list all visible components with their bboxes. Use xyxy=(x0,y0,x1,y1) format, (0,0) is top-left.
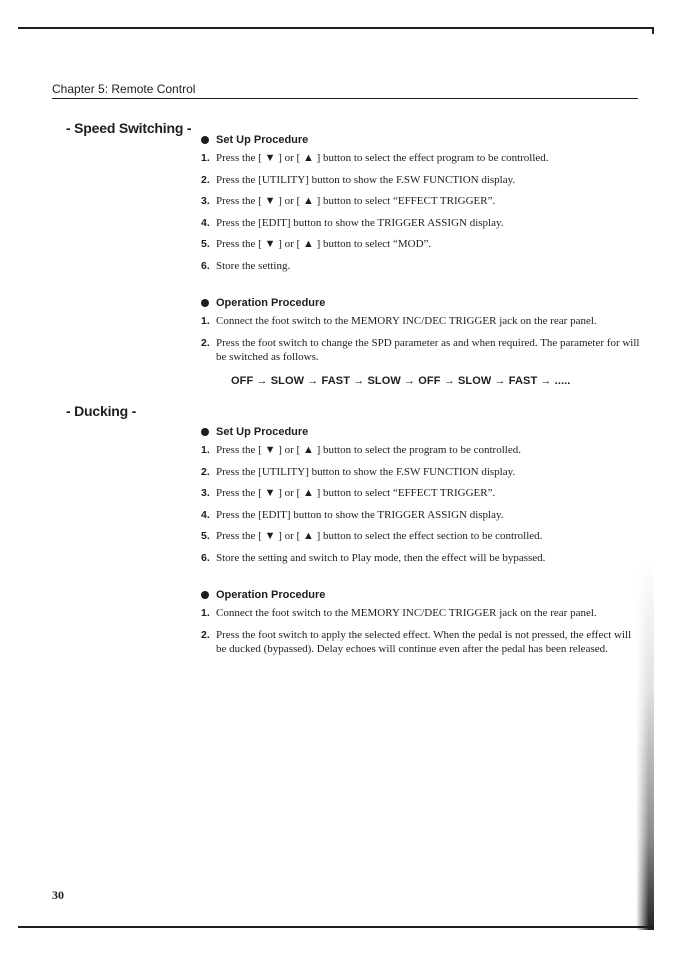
step xyxy=(201,151,641,165)
step xyxy=(201,237,641,251)
step xyxy=(201,194,641,208)
step xyxy=(201,606,641,620)
ducking-operation-procedure xyxy=(201,589,641,663)
bullet-icon xyxy=(201,299,209,307)
step xyxy=(201,486,641,500)
step xyxy=(201,529,641,543)
scan-edge-shadow xyxy=(636,560,654,930)
procedure-heading xyxy=(201,589,641,601)
step-number: 2. xyxy=(201,465,210,478)
speed-switching-sequence: OFF → SLOW → FAST → SLOW → OFF → SLOW → FAST → ..... xyxy=(231,375,571,387)
step xyxy=(201,259,641,273)
step-text: Press the [ ▼ ] or [ ▲ ] button to select “EFFECT TRIGGER”. xyxy=(216,487,496,499)
top-rule xyxy=(18,27,654,29)
bullet-icon xyxy=(201,136,209,144)
step-text: Connect the foot switch to the MEMORY INC/DEC TRIGGER jack on the rear panel. xyxy=(216,315,597,327)
procedure-heading xyxy=(201,297,641,309)
step-text: Connect the foot switch to the MEMORY INC/DEC TRIGGER jack on the rear panel. xyxy=(216,607,597,619)
step-text: Press the [EDIT] button to show the TRIGGER ASSIGN display. xyxy=(216,508,504,521)
step-number: 1. xyxy=(201,444,210,456)
step-text: Press the [UTILITY] button to show the F.SW FUNCTION display. xyxy=(216,465,516,478)
procedure-heading-label: Operation Procedure xyxy=(216,297,326,309)
top-rule-tick xyxy=(652,27,654,34)
procedure-heading xyxy=(201,134,641,146)
step-text: Press the [ ▼ ] or [ ▲ ] button to select the effect program to be controlled. xyxy=(216,152,549,164)
step-number: 4. xyxy=(201,508,210,521)
ducking-setup-procedure xyxy=(201,426,641,572)
section-title-ducking: - Ducking - xyxy=(66,403,137,419)
procedure-heading-label: Set Up Procedure xyxy=(216,134,309,146)
step-text: Press the [ ▼ ] or [ ▲ ] button to select the effect section to be controlled. xyxy=(216,530,543,542)
step xyxy=(201,465,641,479)
step-number: 2. xyxy=(201,628,210,641)
step-number: 3. xyxy=(201,487,210,499)
speed-setup-procedure xyxy=(201,134,641,280)
step xyxy=(201,314,641,328)
step-text: Press the [ ▼ ] or [ ▲ ] button to select “EFFECT TRIGGER”. xyxy=(216,195,496,207)
bullet-icon xyxy=(201,591,209,599)
step-number: 2. xyxy=(201,173,210,186)
bottom-rule xyxy=(18,926,654,928)
step-number: 1. xyxy=(201,315,210,327)
step-number: 6. xyxy=(201,259,210,272)
step-number: 5. xyxy=(201,530,210,542)
step-text: Store the setting and switch to Play mode, then the effect will be bypassed. xyxy=(216,551,546,564)
step xyxy=(201,173,641,187)
step-text: Store the setting. xyxy=(216,259,291,272)
step-number: 4. xyxy=(201,216,210,229)
step-text: Press the [EDIT] button to show the TRIGGER ASSIGN display. xyxy=(216,216,504,229)
step-text: Press the [ ▼ ] or [ ▲ ] button to select the program to be controlled. xyxy=(216,444,521,456)
step-text: Press the [UTILITY] button to show the F.SW FUNCTION display. xyxy=(216,173,516,186)
step-text: Press the foot switch to change the SPD parameter as and when required. The parameter for will be switched as follows. xyxy=(216,336,640,363)
step-number: 2. xyxy=(201,336,210,349)
step-text: Press the [ ▼ ] or [ ▲ ] button to select “MOD”. xyxy=(216,238,432,250)
chapter-header: Chapter 5: Remote Control xyxy=(52,82,196,96)
procedure-heading-label: Set Up Procedure xyxy=(216,426,309,438)
procedure-heading xyxy=(201,426,641,438)
step-number: 6. xyxy=(201,551,210,564)
step-number: 1. xyxy=(201,152,210,164)
step-number: 1. xyxy=(201,607,210,619)
step xyxy=(201,216,641,230)
step xyxy=(201,508,641,522)
step xyxy=(201,551,641,565)
page-number: 30 xyxy=(52,888,64,902)
step xyxy=(201,443,641,457)
chapter-rule xyxy=(52,98,638,99)
step-number: 5. xyxy=(201,238,210,250)
speed-operation-procedure xyxy=(201,297,641,371)
procedure-heading-label: Operation Procedure xyxy=(216,589,326,601)
step-text: Press the foot switch to apply the selected effect. When the pedal is not pressed, the effect will be ducked (bypassed). Delay echoes will continue even after the pedal has been released. xyxy=(216,628,632,655)
step xyxy=(201,628,641,656)
bullet-icon xyxy=(201,428,209,436)
section-title-speed-switching: - Speed Switching - xyxy=(66,120,192,136)
step-number: 3. xyxy=(201,195,210,207)
step xyxy=(201,336,641,364)
